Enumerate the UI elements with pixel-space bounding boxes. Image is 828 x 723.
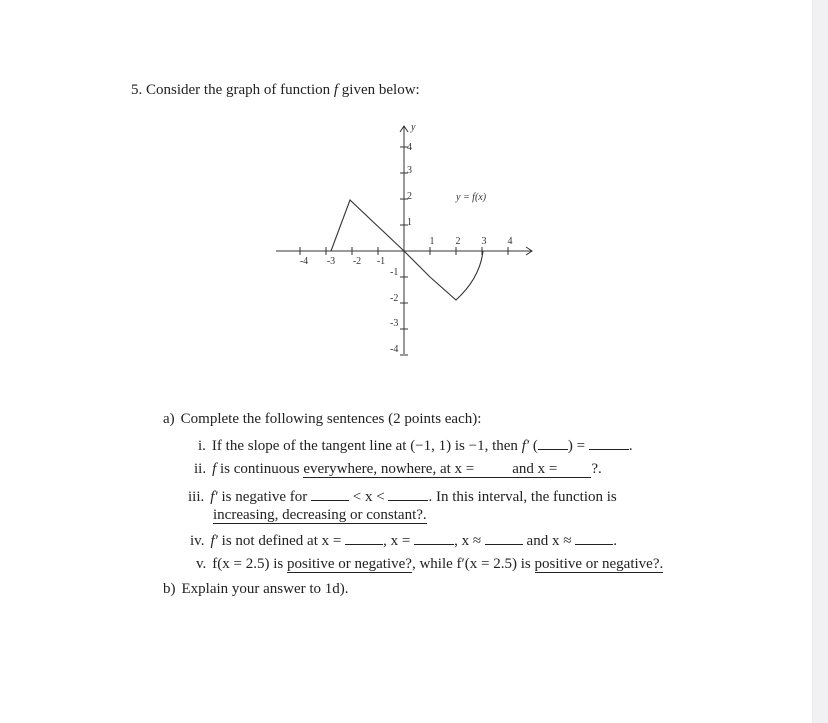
question-text-pre: Consider the graph of function: [146, 82, 334, 98]
item-iii-fprime: f′: [210, 489, 218, 505]
y-tick-label-1: 1: [407, 217, 412, 228]
x-tick-label-neg1: -1: [376, 256, 386, 267]
question-5: [131, 82, 420, 99]
x-tick-label-1: 1: [429, 236, 435, 247]
item-iii-blank-1[interactable]: [311, 487, 349, 501]
item-iv-t2: , x =: [383, 533, 415, 549]
function-curve: [331, 200, 483, 300]
item-iv-blank-4[interactable]: [575, 531, 613, 545]
part-a-heading: [163, 411, 481, 428]
item-iv-num: iv.: [190, 533, 205, 549]
item-ii-t3: ?.: [591, 461, 602, 477]
item-v-t1: f(x = 2.5) is: [212, 556, 287, 572]
item-iv-t3: , x ≈: [454, 533, 485, 549]
item-iii-t3: . In this interval, the function is: [428, 489, 617, 505]
item-i-blank-1[interactable]: [538, 436, 568, 450]
item-i-blank-2[interactable]: [589, 436, 629, 450]
y-tick-label-3: 3: [407, 165, 412, 176]
item-ii: [194, 461, 602, 478]
item-iv: [190, 531, 617, 550]
function-label: y = f(x): [456, 192, 487, 203]
item-ii-choices: everywhere, nowhere, at x = and x =: [303, 461, 591, 478]
y-tick-label-neg1: -1: [390, 267, 399, 278]
item-ii-num: ii.: [194, 461, 207, 477]
x-tick-label-neg2: -2: [352, 256, 362, 267]
item-i: [198, 436, 633, 455]
item-iii: [188, 487, 617, 506]
item-v-num: v.: [196, 556, 207, 572]
item-iii-blank-2[interactable]: [388, 487, 428, 501]
item-iv-t5: .: [613, 533, 617, 549]
item-v-choice-1: positive or negative?: [286, 556, 412, 572]
item-iii-choices: increasing, decreasing or constant?.: [213, 507, 427, 523]
item-i-fprime: f′: [521, 438, 530, 454]
part-b-text: Explain your answer to 1d).: [181, 581, 349, 597]
item-iv-blank-3[interactable]: [485, 531, 523, 545]
x-tick-label-neg4: -4: [299, 256, 309, 267]
item-iii-t2: < x <: [349, 489, 389, 505]
y-tick-label-neg4: -4: [390, 344, 399, 355]
item-iv-t4: and x ≈: [522, 533, 576, 549]
part-b-label: b): [163, 581, 176, 597]
y-tick-label-2: 2: [407, 191, 412, 202]
question-number: 5.: [131, 82, 143, 98]
question-var: f: [333, 82, 339, 98]
scrollbar-gutter: [812, 0, 828, 723]
part-a-text: Complete the following sentences (2 points each):: [180, 411, 482, 427]
item-v-t2: , while f′(x = 2.5) is: [411, 556, 535, 572]
item-iv-blank-1[interactable]: [345, 531, 383, 545]
item-v: [196, 556, 663, 573]
x-tick-label-4: 4: [507, 236, 513, 247]
part-a-label: a): [163, 411, 175, 427]
item-iii-num: iii.: [188, 489, 205, 505]
item-i-t3: ) =: [567, 438, 589, 454]
y-tick-label-4: 4: [407, 142, 412, 153]
item-i-t1: If the slope of the tangent line at (−1, 1) is −1, then: [211, 438, 522, 454]
item-i-t2: (: [529, 438, 538, 454]
item-ii-var: f: [212, 461, 217, 477]
x-tick-label-3: 3: [481, 236, 487, 247]
item-iv-t1: is not defined at x =: [217, 533, 346, 549]
function-graph: [270, 118, 540, 358]
item-iii-t1: is negative for: [217, 489, 312, 505]
item-iv-fprime: f′: [210, 533, 218, 549]
item-iii-line2: [213, 507, 427, 524]
item-i-num: i.: [198, 438, 206, 454]
question-text-post: given below:: [338, 82, 420, 98]
part-b: [163, 581, 349, 598]
x-tick-label-2: 2: [455, 236, 461, 247]
y-tick-label-neg2: -2: [390, 293, 399, 304]
item-iv-blank-2[interactable]: [414, 531, 454, 545]
y-axis-label: y: [411, 122, 416, 133]
item-i-t4: .: [628, 438, 633, 454]
item-v-choice-2: positive or negative?.: [534, 556, 664, 572]
x-tick-label-neg3: -3: [326, 256, 336, 267]
item-ii-t1: is continuous: [216, 461, 304, 477]
y-tick-label-neg3: -3: [390, 318, 399, 329]
